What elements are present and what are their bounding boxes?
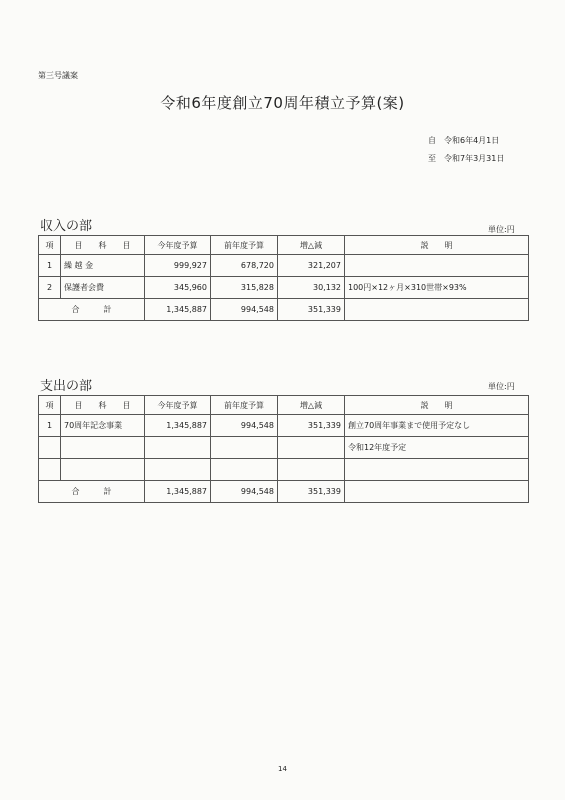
col-current-budget: 今年度予算 [145, 396, 211, 415]
total-previous: 994,548 [211, 481, 278, 503]
total-note [345, 299, 529, 321]
income-section-heading: 収入の部 [40, 219, 93, 234]
income-unit-label: 単位:円 [488, 225, 515, 234]
income-header-row [39, 236, 529, 255]
row-current: 1,345,887 [145, 415, 211, 437]
total-label: 合 計 [39, 481, 145, 503]
row-name: 繰 越 金 [61, 255, 145, 277]
row-diff: 30,132 [278, 277, 345, 299]
col-category: 目 科 目 [61, 396, 145, 415]
total-previous: 994,548 [211, 299, 278, 321]
row-diff: 351,339 [278, 415, 345, 437]
row-name [61, 459, 145, 481]
expenditure-header-row [39, 396, 529, 415]
col-previous-budget: 前年度予算 [211, 236, 278, 255]
row-note: 創立70周年事業まで使用予定なし [345, 415, 529, 437]
row-no: 2 [39, 277, 61, 299]
row-diff [278, 459, 345, 481]
total-diff: 351,339 [278, 299, 345, 321]
income-table [38, 235, 529, 321]
period-to: 至 令和7年3月31日 [428, 154, 505, 163]
total-label: 合 計 [39, 299, 145, 321]
row-no: 1 [39, 255, 61, 277]
total-current: 1,345,887 [145, 299, 211, 321]
row-note [345, 255, 529, 277]
table-row [39, 277, 529, 299]
row-note: 100円×12ヶ月×310世帯×93% [345, 277, 529, 299]
row-current: 345,960 [145, 277, 211, 299]
row-no [39, 437, 61, 459]
row-previous: 678,720 [211, 255, 278, 277]
expenditure-section-heading: 支出の部 [40, 379, 93, 394]
page-title: 令和6年度創立70周年積立予算(案) [160, 94, 405, 112]
row-previous: 994,548 [211, 415, 278, 437]
col-item: 項 [39, 396, 61, 415]
expenditure-table [38, 395, 529, 503]
expenditure-unit-label: 単位:円 [488, 382, 515, 391]
row-current: 999,927 [145, 255, 211, 277]
total-diff: 351,339 [278, 481, 345, 503]
table-row [39, 255, 529, 277]
row-name: 保護者会費 [61, 277, 145, 299]
page-number: 14 [278, 765, 287, 773]
table-row [39, 437, 529, 459]
col-current-budget: 今年度予算 [145, 236, 211, 255]
row-diff: 321,207 [278, 255, 345, 277]
row-diff [278, 437, 345, 459]
total-note [345, 481, 529, 503]
col-category: 目 科 目 [61, 236, 145, 255]
period-from: 自 令和6年4月1日 [428, 136, 500, 145]
row-note: 令和12年度予定 [345, 437, 529, 459]
row-name: 70周年記念事業 [61, 415, 145, 437]
row-previous [211, 459, 278, 481]
col-previous-budget: 前年度予算 [211, 396, 278, 415]
col-note: 説 明 [345, 396, 529, 415]
total-row [39, 299, 529, 321]
col-difference: 増△減 [278, 396, 345, 415]
row-current [145, 437, 211, 459]
row-note [345, 459, 529, 481]
total-row [39, 481, 529, 503]
row-no: 1 [39, 415, 61, 437]
table-row [39, 459, 529, 481]
col-item: 項 [39, 236, 61, 255]
table-row [39, 415, 529, 437]
row-name [61, 437, 145, 459]
row-previous: 315,828 [211, 277, 278, 299]
row-previous [211, 437, 278, 459]
agenda-number: 第三号議案 [38, 71, 78, 80]
row-no [39, 459, 61, 481]
col-difference: 増△減 [278, 236, 345, 255]
col-note: 説 明 [345, 236, 529, 255]
row-current [145, 459, 211, 481]
total-current: 1,345,887 [145, 481, 211, 503]
